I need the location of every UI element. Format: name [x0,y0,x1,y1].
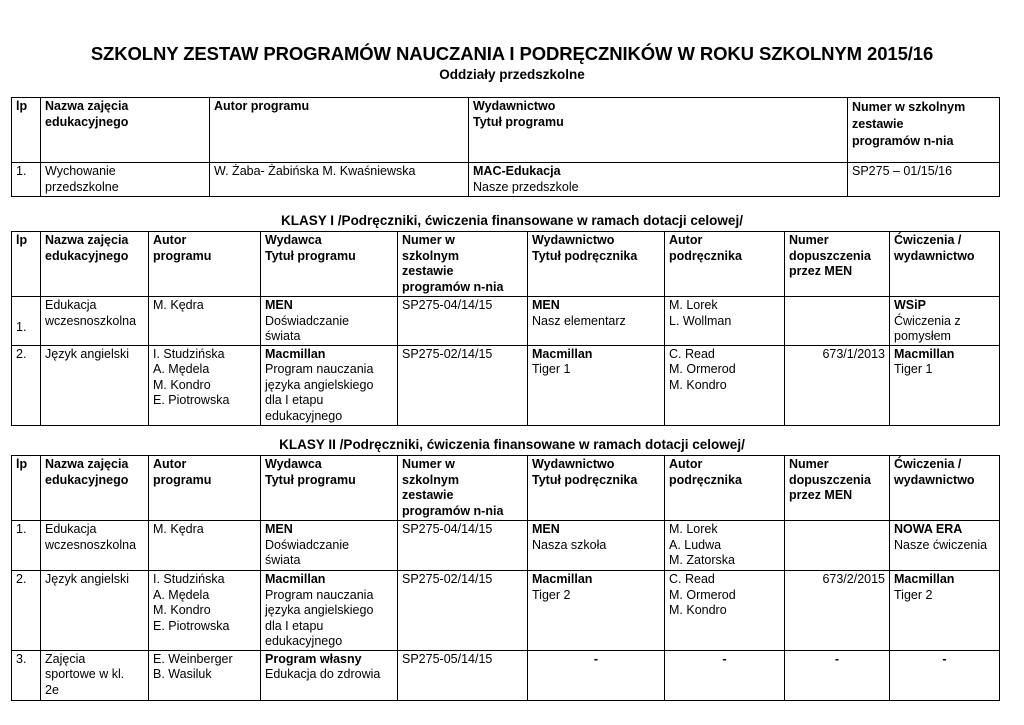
cell-exercises [890,571,1000,651]
cell-publisher-title [469,163,848,197]
cell-lp: 1. [12,297,41,346]
cell-approval: 673/2/2015 [785,571,890,651]
book-publisher: Macmillan [532,572,593,586]
header-exercises: Ćwiczenia / wydawnictwo [890,456,1000,521]
class2-table [11,455,1000,701]
cell-publisher-title [261,521,398,571]
publisher-name: MEN [265,298,293,312]
header-publisher-title: Wydawnictwo Tytuł programu [469,98,848,163]
program-title: Doświadczanie świata [265,537,350,567]
publisher-name: MEN [265,522,293,536]
cell-publisher-title [261,345,398,425]
cell-lp: 3. [12,650,41,700]
cell-approval [785,297,890,346]
exercises-title: Tiger 2 [894,587,933,602]
header-number: Numer w szkolnym zestawie programów n-nia [398,232,528,297]
exercises-title: Tiger 1 [894,362,933,376]
program-title: Nasze przedszkole [473,179,579,194]
document-subtitle: Oddziały przedszkolne [439,67,585,82]
book-title: Tiger 2 [532,587,571,602]
book-title: Nasza szkoła [532,537,607,552]
cell-publisher-title [261,650,398,700]
table-row [12,650,1000,700]
cell-exercises [890,297,1000,346]
table-row [12,345,1000,425]
class1-table [11,231,1000,426]
cell-exercises [890,345,1000,425]
header-lp: lp [12,456,41,521]
header-author: Autor programu [210,98,469,163]
cell-subject: Język angielski [41,345,149,425]
publisher-name: MAC-Edukacja [473,164,561,178]
cell-subject: Zajęcia sportowe w kl. 2e [41,650,149,700]
cell-book-author: C. Read M. Ormerod M. Kondro [665,571,785,651]
cell-book-author: C. Read M. Ormerod M. Kondro [665,345,785,425]
header-approval: Numer dopuszczenia przez MEN [785,232,890,297]
header-subject: Nazwa zajęcia edukacyjnego [41,98,210,163]
book-title: Nasz elementarz [532,313,626,328]
table-header-row [12,456,1000,521]
publisher-name: Macmillan [265,346,326,361]
cell-lp: 1. [12,521,41,571]
cell-lp: 1. [12,163,41,197]
cell-number: SP275 – 01/15/16 [848,163,1000,197]
program-title: Program nauczania języka angielskiego dla I etapu edukacyjnego [265,362,374,423]
class1-section-title: KLASY I /Podręczniki, ćwiczenia finansowane w ramach dotacji celowej/ [281,213,743,228]
cell-book [528,297,665,346]
cell-number: SP275-04/14/15 [398,521,528,571]
cell-subject: Edukacja wczesnoszkolna [41,521,149,571]
table-header-row [12,98,1000,163]
cell-author: I. Studzińska A. Mędela M. Kondro E. Piotrowska [149,345,261,425]
cell-book-author: M. Lorek L. Wollman [665,297,785,346]
cell-subject: Język angielski [41,571,149,651]
cell-approval [785,521,890,571]
table-header-row [12,232,1000,297]
cell-book-author: - [665,650,785,700]
cell-number: SP275-02/14/15 [398,571,528,651]
cell-book [528,345,665,425]
header-number: Numer w szkolnym zestawie programów n-nia [848,98,1000,163]
cell-publisher-title [261,571,398,651]
cell-subject: Edukacja wczesnoszkolna [41,297,149,346]
book-publisher: MEN [532,298,560,312]
cell-book [528,571,665,651]
publisher-name: Macmillan [265,572,326,586]
cell-lp: 2. [12,571,41,651]
publisher-name: Program własny [265,651,362,666]
cell-book [528,521,665,571]
header-author: Autor programu [149,232,261,297]
table-row [12,571,1000,651]
header-book-author: Autor podręcznika [665,456,785,521]
header-exercises: Ćwiczenia / wydawnictwo [890,232,1000,297]
header-subject: Nazwa zajęcia edukacyjnego [41,232,149,297]
cell-author: W. Żaba- Żabińska M. Kwaśniewska [210,163,469,197]
exercises-publisher: WSiP [894,298,926,312]
cell-author: E. Weinberger B. Wasiluk [149,650,261,700]
document-title: SZKOLNY ZESTAW PROGRAMÓW NAUCZANIA I PODRĘCZNIKÓW W ROKU SZKOLNYM 2015/16 [90,43,934,64]
exercises-publisher: Macmillan [894,346,955,361]
cell-number: SP275-02/14/15 [398,345,528,425]
table-row [12,163,1000,197]
book-publisher: - [593,651,599,666]
cell-number: SP275-05/14/15 [398,650,528,700]
program-title: Program nauczania języka angielskiego dla I etapu edukacyjnego [265,587,374,648]
header-book-publisher-title: Wydawnictwo Tytuł podręcznika [528,232,665,297]
cell-author: M. Kędra [149,521,261,571]
header-number: Numer w szkolnym zestawie programów n-nia [398,456,528,521]
header-book-publisher-title: Wydawnictwo Tytuł podręcznika [528,456,665,521]
book-publisher: Macmillan [532,346,593,361]
program-title: Doświadczanie świata [265,313,350,343]
header-book-author: Autor podręcznika [665,232,785,297]
cell-approval: 673/1/2013 [785,345,890,425]
exercises-publisher: Macmillan [894,572,955,586]
header-author: Autor programu [149,456,261,521]
cell-book [528,650,665,700]
header-publisher-title: Wydawca Tytuł programu [261,232,398,297]
cell-lp: 2. [12,345,41,425]
program-title: Edukacja do zdrowia [265,667,381,681]
table-row [12,521,1000,571]
header-subject: Nazwa zajęcia edukacyjnego [41,456,149,521]
cell-subject: Wychowanie przedszkolne [41,163,210,197]
cell-author: M. Kędra [149,297,261,346]
exercises-publisher: - [942,651,947,666]
cell-approval: - [785,650,890,700]
cell-exercises [890,650,1000,700]
book-publisher: MEN [532,522,560,536]
cell-number: SP275-04/14/15 [398,297,528,346]
header-lp: lp [12,232,41,297]
class2-section-title: KLASY II /Podręczniki, ćwiczenia finansowane w ramach dotacji celowej/ [279,437,745,452]
header-publisher-title: Wydawca Tytuł programu [261,456,398,521]
preschool-table [11,97,1000,197]
book-title: Tiger 1 [532,362,571,376]
header-lp: lp [12,98,41,163]
cell-publisher-title [261,297,398,346]
header-approval: Numer dopuszczenia przez MEN [785,456,890,521]
cell-exercises [890,521,1000,571]
exercises-publisher: NOWA ERA [894,522,963,536]
cell-book-author: M. Lorek A. Ludwa M. Zatorska [665,521,785,571]
table-row [12,297,1000,346]
exercises-title: Ćwiczenia z pomysłem [894,313,961,343]
cell-author: I. Studzińska A. Mędela M. Kondro E. Piotrowska [149,571,261,651]
exercises-title: Nasze ćwiczenia [894,537,988,552]
